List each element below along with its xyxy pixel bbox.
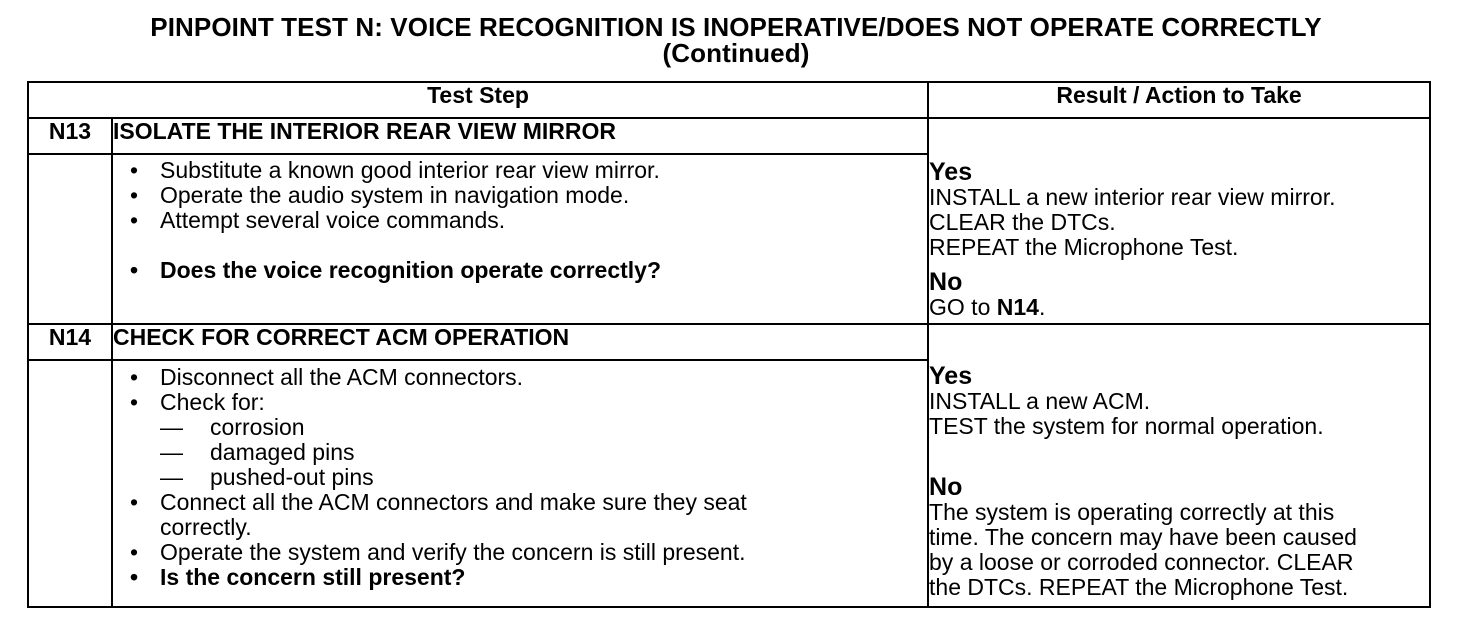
bullet-glyph: • bbox=[129, 539, 139, 565]
step-heading: ISOLATE THE INTERIOR REAR VIEW MIRROR bbox=[112, 118, 928, 154]
step-question bbox=[113, 565, 927, 590]
step-heading: CHECK FOR CORRECT ACM OPERATION bbox=[112, 324, 928, 360]
step-number-spacer bbox=[28, 154, 112, 324]
sub-item-text: damaged pins bbox=[210, 439, 355, 465]
no-action-line: the DTCs. REPEAT the Microphone Test. bbox=[929, 574, 1349, 600]
no-action-prefix: GO to bbox=[929, 294, 997, 320]
question-text: Does the voice recognition operate correctly? bbox=[160, 257, 662, 283]
bullet-glyph: • bbox=[129, 489, 139, 515]
header-row bbox=[28, 82, 1430, 118]
sub-item-text: corrosion bbox=[210, 414, 305, 440]
sub-item bbox=[160, 415, 927, 440]
yes-action-line: REPEAT the Microphone Test. bbox=[929, 234, 1239, 260]
no-action-line bbox=[929, 295, 1429, 320]
bullet-glyph: • bbox=[129, 389, 139, 415]
sub-item bbox=[160, 440, 927, 465]
dash-glyph: — bbox=[160, 439, 183, 465]
yes-label: Yes bbox=[929, 158, 973, 186]
no-action-line: time. The concern may have been caused bbox=[929, 524, 1357, 550]
title-line-2: (Continued) bbox=[662, 38, 810, 68]
bullet-glyph: • bbox=[129, 564, 139, 590]
goto-step-link: N14 bbox=[996, 294, 1039, 320]
dash-glyph: — bbox=[160, 464, 183, 490]
step-bullet bbox=[113, 365, 927, 390]
bullet-text: Check for: bbox=[160, 389, 265, 415]
bullet-glyph: • bbox=[129, 257, 139, 283]
bullet-text: Disconnect all the ACM connectors. bbox=[160, 364, 524, 390]
bullet-glyph: • bbox=[129, 207, 139, 233]
bullet-text: Connect all the ACM connectors and make sure they seat bbox=[160, 489, 747, 515]
yes-action-line: CLEAR the DTCs. bbox=[929, 209, 1116, 235]
check-sub-list bbox=[160, 415, 927, 490]
yes-action-line: INSTALL a new interior rear view mirror. bbox=[929, 184, 1336, 210]
dash-glyph: — bbox=[160, 414, 183, 440]
step-bullet bbox=[113, 490, 927, 540]
header-result: Result / Action to Take bbox=[928, 82, 1430, 118]
yes-action-line: TEST the system for normal operation. bbox=[929, 413, 1324, 439]
step-number: N13 bbox=[28, 118, 112, 154]
step-bullet bbox=[113, 208, 927, 233]
step-bullet bbox=[113, 390, 927, 490]
bullet-text: Substitute a known good interior rear view mirror. bbox=[160, 157, 660, 183]
step-number-spacer bbox=[28, 360, 112, 607]
yes-action-line: INSTALL a new ACM. bbox=[929, 388, 1151, 414]
step-bullet bbox=[113, 540, 927, 565]
sub-item-text: pushed-out pins bbox=[210, 464, 374, 490]
no-action-line: by a loose or corroded connector. CLEAR bbox=[929, 549, 1354, 575]
step-n13-heading-row bbox=[28, 118, 1430, 154]
bullet-glyph: • bbox=[129, 157, 139, 183]
no-action-suffix: . bbox=[1038, 294, 1046, 320]
step-n14-result bbox=[928, 324, 1430, 607]
bullet-text: Operate the system and verify the concern is still present. bbox=[160, 539, 746, 565]
bullet-text: Operate the audio system in navigation mode. bbox=[160, 182, 630, 208]
no-label: No bbox=[929, 473, 963, 501]
bullet-glyph: • bbox=[129, 364, 139, 390]
pinpoint-test-table bbox=[27, 81, 1431, 608]
step-question bbox=[113, 258, 927, 283]
bullet-text: Attempt several voice commands. bbox=[160, 207, 506, 233]
yes-label: Yes bbox=[929, 362, 973, 390]
bullet-text-continued: correctly. bbox=[160, 514, 252, 540]
bullet-glyph: • bbox=[129, 182, 139, 208]
step-number: N14 bbox=[28, 324, 112, 360]
title-line-1: PINPOINT TEST N: VOICE RECOGNITION IS INOPERATIVE/DOES NOT OPERATE CORRECTLY bbox=[150, 12, 1322, 42]
step-n13-result bbox=[928, 118, 1430, 324]
no-label: No bbox=[929, 268, 963, 296]
question-text: Is the concern still present? bbox=[160, 564, 466, 590]
step-n14-heading-row bbox=[28, 324, 1430, 360]
step-bullet bbox=[113, 183, 927, 208]
step-bullet bbox=[113, 158, 927, 183]
page-title bbox=[0, 14, 1472, 66]
sub-item bbox=[160, 465, 927, 490]
step-body bbox=[112, 360, 928, 607]
header-test-step: Test Step bbox=[28, 82, 928, 118]
no-action-line: The system is operating correctly at this bbox=[929, 499, 1335, 525]
step-body bbox=[112, 154, 928, 324]
